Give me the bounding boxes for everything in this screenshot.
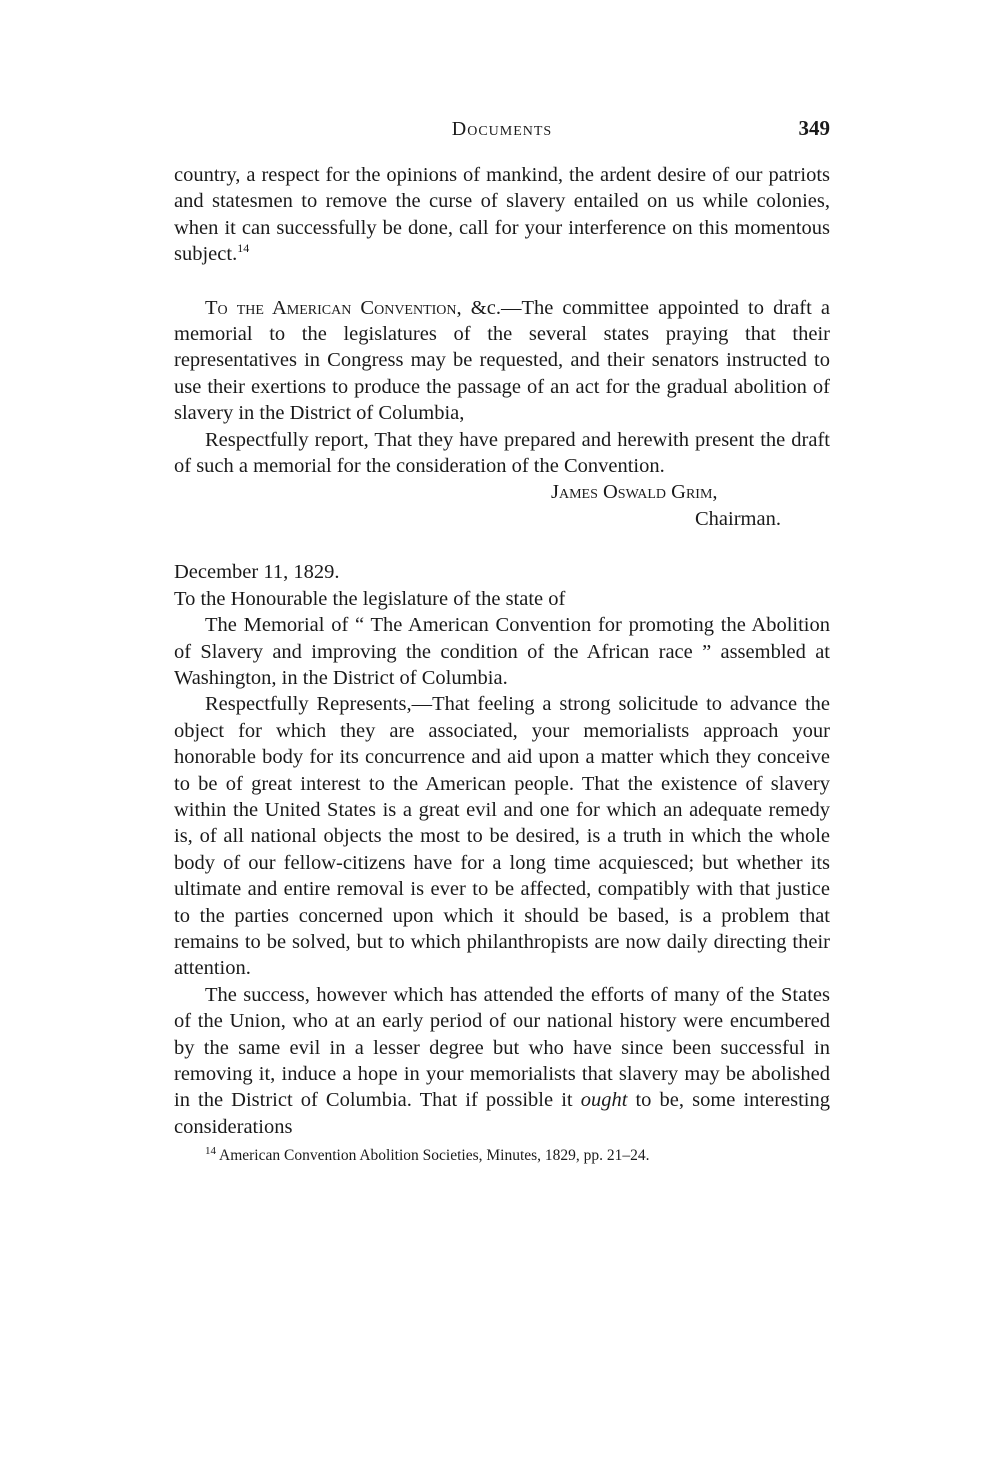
paragraph-success bbox=[174, 982, 830, 1140]
signature-name: James Oswald Grim, bbox=[551, 481, 718, 504]
body-text bbox=[174, 162, 830, 1140]
document-page bbox=[174, 110, 830, 1166]
addressee-lead: To the American Convention, bbox=[205, 296, 462, 319]
paragraph-represents: Respectfully Represents,—That feeling a strong solicitude to advance the object for which they are associated, your memorialists approach your honorable body for its concurrence and aid upon a matter which they conceive to be of great interest to the American people. That the existence of slavery within the United States is a great evil and one for which an adequate remedy is, of all national objects the most to be desired, is a truth in which the whole body of our fellow-citizens have for a long time acquiesced; but whether its ultimate and entire removal is ever to be affected, compatibly with that justice to the parties concerned upon which it should be based, is a problem that remains to be solved, but to which philanthropists are now daily directing their attention. bbox=[174, 693, 830, 980]
footnote-mark: 14 bbox=[205, 1145, 216, 1158]
paragraph-success-text-b: to be, some interesting considerations bbox=[174, 1089, 830, 1138]
page-number: 349 bbox=[798, 116, 830, 140]
paragraph-1 bbox=[174, 162, 830, 268]
running-head bbox=[174, 110, 830, 146]
section-gap bbox=[174, 532, 830, 559]
paragraph-memorial: The Memorial of “ The American Convention for promoting the Abolition of Slavery and improving the condition of the African race ” assembled at Washington, in the District of Columbia. bbox=[174, 614, 830, 689]
paragraph-committee bbox=[174, 295, 830, 427]
footnote bbox=[174, 1146, 830, 1166]
paragraph-1-text: country, a respect for the opinions of mankind, the ardent desire of our patriots and statesmen to remove the curse of slavery entailed on us while colonies, when it can successfully be done, call for your interference on this momentous subject. bbox=[174, 164, 830, 266]
date-line: December 11, 1829. bbox=[174, 561, 340, 584]
paragraph-committee-text: &c.—The committee appointed to draft a memorial to the legislatures of the several states praying that their representatives in Congress may be requested, and their senators instructed to use their exertions to produce the passage of an act for the gradual abolition of slavery in the District of Columbia, bbox=[174, 296, 830, 425]
section-gap bbox=[174, 268, 830, 295]
address-line: To the Honourable the legislature of the state of bbox=[174, 587, 566, 610]
running-title: Documents bbox=[451, 118, 553, 140]
signature-block bbox=[174, 479, 830, 532]
paragraph-report: Respectfully report, That they have prepared and herewith present the draft of such a memorial for the consideration of the Convention. bbox=[174, 428, 830, 478]
footnote-reference: 14 bbox=[237, 241, 250, 256]
paragraph-success-text-a: The success, however which has attended the efforts of many of the States of the Union, who at an early period of our national history were encumbered by the same evil in a lesser degree but who have since been successful in removing it, induce a hope in your memorialists that slavery may be abolished in the District of Columbia. That if possible it bbox=[174, 983, 830, 1112]
signature-role: Chairman. bbox=[695, 507, 781, 530]
emphasis-ought: ought bbox=[580, 1089, 628, 1112]
footnote-text: American Convention Abolition Societies, Minutes, 1829, pp. 21–24. bbox=[216, 1147, 650, 1165]
